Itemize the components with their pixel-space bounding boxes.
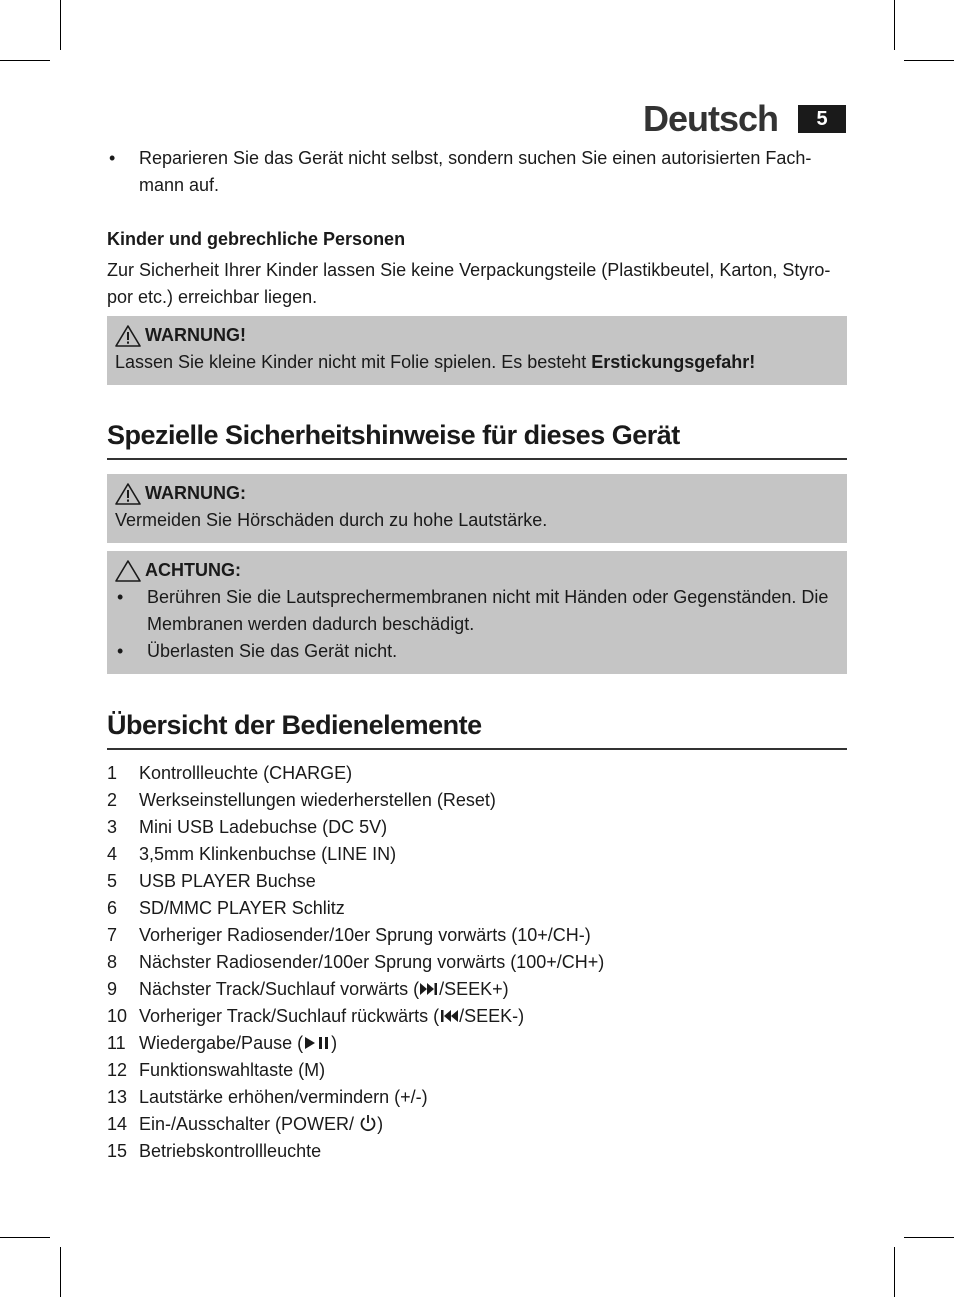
caution-label: ACHTUNG: [145, 560, 241, 580]
list-item: 13 Lautstärke erhöhen/vermindern (+/-) [107, 1087, 428, 1107]
warning-triangle-icon [115, 483, 141, 505]
crop-mark [904, 60, 954, 61]
list-item: 3 Mini USB Ladebuchse (DC 5V) [107, 817, 388, 837]
skip-back-icon [439, 1008, 459, 1024]
warning-text [115, 349, 839, 376]
children-heading: Kinder und gebrechliche Personen [107, 229, 406, 249]
warning-title [115, 480, 839, 507]
warning-box-hearing [107, 474, 847, 543]
caution-box [107, 551, 847, 674]
list-item: 15 Betriebskontrollleuchte [107, 1141, 322, 1161]
section-title-safety: Spezielle Sicherheitshinweise für dieses Gerät [107, 418, 847, 460]
warning-text: Vermeiden Sie Hörschäden durch zu hohe Lautstärke. [115, 510, 548, 530]
list-item: 5 USB PLAYER Buchse [107, 871, 316, 891]
list-item: 6 SD/MMC PLAYER Schlitz [107, 898, 345, 918]
crop-mark [894, 0, 895, 50]
warning-triangle-icon [115, 560, 141, 582]
caution-item-text: Berühren Sie die Lautsprechermembranen nicht mit Händen oder Gegenständen. Die Membranen werden dadurch beschädigt. [147, 587, 829, 634]
crop-mark [0, 60, 50, 61]
bullet-dot: • [117, 587, 124, 607]
list-item: 2 Werkseinstellungen wiederherstellen (Reset) [107, 790, 496, 810]
crop-mark [60, 0, 61, 50]
warning-label: WARNUNG! [145, 325, 246, 345]
caution-item [115, 584, 839, 638]
page-header [643, 98, 846, 140]
crop-mark [904, 1237, 954, 1238]
warning-label: WARNUNG: [145, 483, 246, 503]
caution-title [115, 557, 839, 584]
warning-box-children [107, 316, 847, 385]
warning-text-main: Lassen Sie kleine Kinder nicht mit Folie spielen. Es besteht [115, 352, 592, 372]
list-item: 8 Nächster Radiosender/100er Sprung vorwärts (100+/CH+) [107, 952, 605, 972]
crop-mark [894, 1247, 895, 1297]
list-item: 12 Funktionswahltaste (M) [107, 1060, 326, 1080]
intro-bullet-text: Reparieren Sie das Gerät nicht selbst, sondern suchen Sie einen autorisierten Fach-mann auf. [139, 148, 812, 195]
warning-emphasis: Erstickungsgefahr! [591, 352, 756, 372]
caution-item-text: Überlasten Sie das Gerät nicht. [147, 641, 398, 661]
list-item: 9 Nächster Track/Suchlauf vorwärts ( /SEEK+) [107, 979, 509, 999]
crop-mark [0, 1237, 50, 1238]
power-icon [359, 1114, 377, 1132]
language-title: Deutsch [642, 98, 778, 139]
section-title-controls: Übersicht der Bedienelemente [107, 708, 847, 750]
page-number: 5 [798, 105, 846, 133]
list-item: 1 Kontrollleuchte (CHARGE) [107, 763, 353, 783]
caution-item [115, 638, 839, 665]
bullet-dot: • [109, 148, 116, 168]
list-item: 11 Wiedergabe/Pause ( ) [107, 1033, 338, 1053]
play-pause-icon [303, 1035, 331, 1051]
controls-list [107, 760, 847, 1165]
list-item: 10 Vorheriger Track/Suchlauf rückwärts ( /SEEK-) [107, 1006, 525, 1026]
intro-bullet [107, 145, 847, 199]
crop-mark [60, 1247, 61, 1297]
list-item: 4 3,5mm Klinkenbuchse (LINE IN) [107, 844, 397, 864]
warning-title [115, 322, 839, 349]
children-text: Zur Sicherheit Ihrer Kinder lassen Sie keine Verpackungsteile (Plastikbeutel, Karton, Styro-por etc.) erreichbar liegen. [107, 260, 831, 307]
bullet-dot: • [117, 641, 124, 661]
skip-forward-icon [419, 981, 439, 997]
warning-triangle-icon [115, 325, 141, 347]
list-item: 14 Ein-/Ausschalter (POWER/ ) [107, 1114, 384, 1134]
list-item: 7 Vorheriger Radiosender/10er Sprung vorwärts (10+/CH-) [107, 925, 591, 945]
